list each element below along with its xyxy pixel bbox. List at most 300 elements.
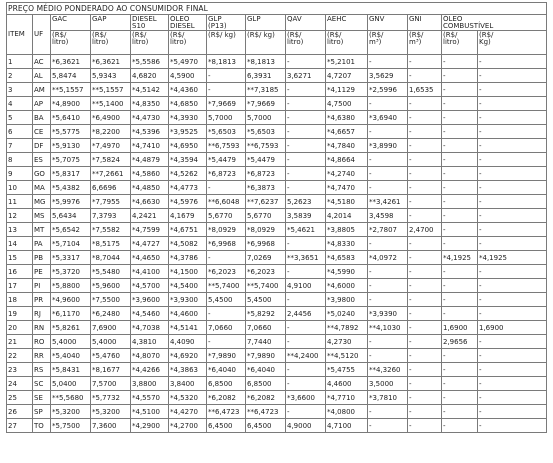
table-cell: - <box>368 237 408 251</box>
table-cell: **6,4723 <box>207 405 246 419</box>
table-cell: **4,7892 <box>326 321 368 335</box>
table-cell: 24 <box>7 377 33 391</box>
table-cell: - <box>478 293 547 307</box>
table-cell: - <box>442 139 478 153</box>
table-cell: 4,5900 <box>169 69 207 83</box>
table-cell: 5,6770 <box>246 209 286 223</box>
table-row <box>7 349 547 363</box>
table-cell: - <box>286 405 326 419</box>
table-cell: 4,7100 <box>326 419 368 433</box>
table-cell: *4,6583 <box>326 251 368 265</box>
table-cell: *5,4755 <box>326 363 368 377</box>
table-cell: *4,2900 <box>131 419 169 433</box>
table-cell: *3,6600 <box>286 391 326 405</box>
table-cell: *5,7104 <box>51 237 91 251</box>
table-cell: *7,5500 <box>91 293 131 307</box>
table-row <box>7 335 547 349</box>
table-cell: - <box>368 153 408 167</box>
table-cell: 4,4600 <box>326 377 368 391</box>
table-cell: PI <box>33 279 51 293</box>
table-cell: - <box>286 55 326 69</box>
table-row <box>7 293 547 307</box>
table-row <box>7 111 547 125</box>
table-cell: MT <box>33 223 51 237</box>
table-cell: *3,6940 <box>368 111 408 125</box>
table-cell: *4,5700 <box>131 279 169 293</box>
table-cell: 5 <box>7 111 33 125</box>
table-cell: - <box>286 181 326 195</box>
table-cell: - <box>286 153 326 167</box>
table-cell: 1,6535 <box>408 83 442 97</box>
table-cell: **5,1557 <box>51 83 91 97</box>
table-cell: *7,5582 <box>91 223 131 237</box>
table-cell: - <box>207 69 246 83</box>
table-cell: *8,1813 <box>207 55 246 69</box>
table-cell: *4,4270 <box>169 405 207 419</box>
table-cell: 6,8500 <box>207 377 246 391</box>
unit-gnv: (R$/ m³) <box>368 31 408 55</box>
table-row <box>7 195 547 209</box>
table-cell: *5,3200 <box>51 405 91 419</box>
table-cell: 7,3793 <box>91 209 131 223</box>
table-cell: RO <box>33 335 51 349</box>
table-cell: ES <box>33 153 51 167</box>
header-glp: GLP <box>246 15 286 31</box>
table-cell: 4,2014 <box>326 209 368 223</box>
unit-gni: (R$/ m³) <box>408 31 442 55</box>
header-gap: GAP <box>91 15 131 31</box>
table-cell: *4,1129 <box>326 83 368 97</box>
table-cell: 4,9100 <box>286 279 326 293</box>
table-cell: PE <box>33 265 51 279</box>
table-cell: *4,8330 <box>326 237 368 251</box>
table-cell: - <box>442 97 478 111</box>
table-cell: MA <box>33 181 51 195</box>
table-cell: **6,6048 <box>207 195 246 209</box>
table-cell: - <box>478 335 547 349</box>
table-cell: CE <box>33 125 51 139</box>
table-cell: - <box>442 125 478 139</box>
table-cell: *4,5990 <box>326 265 368 279</box>
table-cell: 5,6434 <box>51 209 91 223</box>
table-row <box>7 139 547 153</box>
table-cell: **6,4723 <box>246 405 286 419</box>
table-cell: *5,8800 <box>51 279 91 293</box>
table-row <box>7 69 547 83</box>
table-cell: - <box>207 83 246 97</box>
table-cell: 4,2421 <box>131 209 169 223</box>
table-cell: *5,8431 <box>51 363 91 377</box>
table-cell: *5,8261 <box>51 321 91 335</box>
table-cell: GO <box>33 167 51 181</box>
table-row <box>7 405 547 419</box>
table-cell: 4 <box>7 97 33 111</box>
header-glp-p13: GLP (P13) <box>207 15 246 31</box>
table-cell: - <box>368 335 408 349</box>
table-cell: *4,3594 <box>169 153 207 167</box>
table-row <box>7 265 547 279</box>
table-title: PREÇO MÉDIO PONDERADO AO CONSUMIDOR FINAL <box>7 3 547 15</box>
table-row <box>7 307 547 321</box>
table-cell: - <box>478 111 547 125</box>
table-cell: *8,7044 <box>91 251 131 265</box>
table-cell: *5,3317 <box>51 251 91 265</box>
table-cell: 5,4000 <box>91 335 131 349</box>
table-cell: - <box>442 237 478 251</box>
table-cell: *4,3930 <box>169 111 207 125</box>
table-cell: - <box>408 391 442 405</box>
table-cell: MS <box>33 209 51 223</box>
table-cell: *6,9968 <box>246 237 286 251</box>
table-cell: - <box>442 195 478 209</box>
table-cell: *5,6410 <box>51 111 91 125</box>
table-cell: *4,5100 <box>131 405 169 419</box>
table-cell: *5,6542 <box>51 223 91 237</box>
table-cell: *4,1500 <box>169 265 207 279</box>
table-cell: *5,5480 <box>91 265 131 279</box>
table-cell: AC <box>33 55 51 69</box>
table-cell: *7,9669 <box>207 97 246 111</box>
table-cell: 19 <box>7 307 33 321</box>
table-cell: - <box>478 363 547 377</box>
table-cell: 8 <box>7 153 33 167</box>
table-cell: 11 <box>7 195 33 209</box>
table-cell: *4,8900 <box>51 97 91 111</box>
table-cell: **3,3651 <box>286 251 326 265</box>
table-cell: - <box>207 335 246 349</box>
table-cell: - <box>286 167 326 181</box>
table-cell: **5,7400 <box>246 279 286 293</box>
header-gac: GAC <box>51 15 91 31</box>
table-cell: - <box>442 363 478 377</box>
table-cell: 12 <box>7 209 33 223</box>
table-cell: 4,4090 <box>169 335 207 349</box>
table-cell: *3,9800 <box>326 293 368 307</box>
table-cell: - <box>286 377 326 391</box>
table-cell: **5,1400 <box>91 97 131 111</box>
table-cell: 5,6770 <box>207 209 246 223</box>
table-row <box>7 153 547 167</box>
table-cell: - <box>478 419 547 433</box>
table-cell: - <box>478 167 547 181</box>
table-cell: *4,7470 <box>326 181 368 195</box>
table-cell: - <box>368 125 408 139</box>
table-cell: *4,7599 <box>131 223 169 237</box>
table-cell: PR <box>33 293 51 307</box>
table-row <box>7 377 547 391</box>
table-cell: *6,3621 <box>51 55 91 69</box>
table-cell: *3,7810 <box>368 391 408 405</box>
table-cell: - <box>286 363 326 377</box>
table-row <box>7 167 547 181</box>
table-cell: *4,6850 <box>169 97 207 111</box>
table-cell: - <box>368 265 408 279</box>
unit-gap: (R$/ litro) <box>91 31 131 55</box>
table-cell: **4,2400 <box>286 349 326 363</box>
table-cell: *4,5400 <box>169 279 207 293</box>
table-row <box>7 279 547 293</box>
header-aehc: AEHC <box>326 15 368 31</box>
table-row <box>7 251 547 265</box>
table-cell: - <box>286 293 326 307</box>
table-row <box>7 223 547 237</box>
table-cell: *5,4760 <box>91 349 131 363</box>
table-cell: **5,7400 <box>207 279 246 293</box>
table-cell: 7,5700 <box>91 377 131 391</box>
table-cell: *5,4040 <box>51 349 91 363</box>
unit-oleo-combustivel-litro: (R$/ litro) <box>442 31 478 55</box>
header-gnv: GNV <box>368 15 408 31</box>
table-cell: - <box>478 209 547 223</box>
table-cell: 7,7440 <box>246 335 286 349</box>
table-cell: *3,9300 <box>169 293 207 307</box>
table-cell: - <box>368 279 408 293</box>
table-cell: *5,4970 <box>169 55 207 69</box>
table-cell: *4,4650 <box>131 251 169 265</box>
table-cell: - <box>408 237 442 251</box>
table-cell: - <box>442 307 478 321</box>
table-cell: *5,4621 <box>286 223 326 237</box>
table-cell: - <box>442 223 478 237</box>
table-cell: 6,4500 <box>246 419 286 433</box>
table-cell: *5,2101 <box>326 55 368 69</box>
table-cell: 26 <box>7 405 33 419</box>
table-cell: 7,0660 <box>246 321 286 335</box>
table-cell: *4,5460 <box>131 307 169 321</box>
table-cell: *8,0929 <box>246 223 286 237</box>
table-cell: **4,3260 <box>368 363 408 377</box>
table-cell: 20 <box>7 321 33 335</box>
table-cell: 3,5000 <box>368 377 408 391</box>
table-cell: *4,3786 <box>169 251 207 265</box>
table-cell: *7,7955 <box>91 195 131 209</box>
table-cell: *4,5976 <box>169 195 207 209</box>
table-cell: *4,5141 <box>169 321 207 335</box>
table-cell: *6,2023 <box>207 265 246 279</box>
table-cell: 7,6900 <box>91 321 131 335</box>
table-cell: - <box>442 209 478 223</box>
table-cell: *4,6380 <box>326 111 368 125</box>
table-cell: 5,4500 <box>207 293 246 307</box>
table-cell: *5,4479 <box>246 153 286 167</box>
table-cell: *4,1925 <box>478 251 547 265</box>
table-cell: - <box>286 265 326 279</box>
table-cell: 10 <box>7 181 33 195</box>
table-cell: *4,0800 <box>326 405 368 419</box>
table-cell: *5,0240 <box>326 307 368 321</box>
table-cell: *4,4100 <box>131 265 169 279</box>
table-cell: - <box>478 307 547 321</box>
table-cell: SE <box>33 391 51 405</box>
table-row <box>7 125 547 139</box>
table-cell: *5,9976 <box>51 195 91 209</box>
table-cell: *4,5570 <box>131 391 169 405</box>
table-cell: PA <box>33 237 51 251</box>
table-cell: 2,9656 <box>442 335 478 349</box>
table-cell: *4,5320 <box>169 391 207 405</box>
table-cell: 21 <box>7 335 33 349</box>
table-cell: - <box>442 69 478 83</box>
table-cell: - <box>207 251 246 265</box>
table-cell: 4,7500 <box>326 97 368 111</box>
table-cell: 25 <box>7 391 33 405</box>
table-cell: *4,4879 <box>131 153 169 167</box>
table-cell: *5,4479 <box>207 153 246 167</box>
table-cell: 4,9000 <box>286 419 326 433</box>
table-cell: 5,2623 <box>286 195 326 209</box>
table-cell: - <box>442 391 478 405</box>
table-cell: - <box>408 335 442 349</box>
table-cell: AL <box>33 69 51 83</box>
header-qav: QAV <box>286 15 326 31</box>
table-cell: *4,6950 <box>169 139 207 153</box>
table-cell: 2,4456 <box>286 307 326 321</box>
table-cell: - <box>408 97 442 111</box>
table-cell: *4,7710 <box>326 391 368 405</box>
table-cell: 22 <box>7 349 33 363</box>
table-cell: *3,9390 <box>368 307 408 321</box>
table-cell: *5,3200 <box>91 405 131 419</box>
table-cell: - <box>478 97 547 111</box>
table-cell: - <box>286 97 326 111</box>
table-row <box>7 97 547 111</box>
table-cell: *8,2200 <box>91 125 131 139</box>
header-diesel-s10: DIESEL S10 <box>131 15 169 31</box>
table-cell: MG <box>33 195 51 209</box>
table-row <box>7 55 547 69</box>
table-cell: **3,4261 <box>368 195 408 209</box>
table-cell: *5,6503 <box>207 125 246 139</box>
table-cell: - <box>408 153 442 167</box>
table-cell: - <box>408 321 442 335</box>
table-cell: RN <box>33 321 51 335</box>
table-cell: **6,7593 <box>207 139 246 153</box>
table-row <box>7 181 547 195</box>
unit-oleo-combustivel-kg: (R$/ Kg) <box>478 31 547 55</box>
table-cell: - <box>408 167 442 181</box>
table-cell: AP <box>33 97 51 111</box>
table-cell: *4,6000 <box>326 279 368 293</box>
table-cell: *6,2082 <box>207 391 246 405</box>
table-cell: *2,7807 <box>368 223 408 237</box>
table-cell: *4,5860 <box>131 167 169 181</box>
table-cell: *3,8990 <box>368 139 408 153</box>
table-cell: - <box>368 97 408 111</box>
table-cell: *5,9130 <box>51 139 91 153</box>
table-cell: - <box>442 83 478 97</box>
table-cell: 6,4500 <box>207 419 246 433</box>
table-cell: - <box>478 125 547 139</box>
table-cell: - <box>478 265 547 279</box>
table-cell: *4,9600 <box>51 293 91 307</box>
table-cell: 6,3931 <box>246 69 286 83</box>
table-cell: TO <box>33 419 51 433</box>
table-cell: *5,5775 <box>51 125 91 139</box>
table-cell: - <box>442 293 478 307</box>
table-cell: - <box>408 419 442 433</box>
table-cell: **4,1030 <box>368 321 408 335</box>
table-cell: *4,7410 <box>131 139 169 153</box>
unit-oleo-diesel: (R$/ litro) <box>169 31 207 55</box>
table-cell: BA <box>33 111 51 125</box>
table-cell: *4,0972 <box>368 251 408 265</box>
table-cell: *8,5175 <box>91 237 131 251</box>
table-cell: *7,9890 <box>246 349 286 363</box>
table-row <box>7 419 547 433</box>
unit-diesel-s10: (R$/ litro) <box>131 31 169 55</box>
table-cell: *5,8292 <box>246 307 286 321</box>
table-cell: *4,8070 <box>131 349 169 363</box>
table-cell: 5,4000 <box>51 335 91 349</box>
table-cell: *3,9600 <box>131 293 169 307</box>
header-oleo-combustivel: ÓLEO COMBUSTÍVEL <box>442 15 547 31</box>
table-cell: *6,8723 <box>246 167 286 181</box>
table-cell: - <box>408 195 442 209</box>
table-cell: *6,2023 <box>246 265 286 279</box>
table-cell: *7,5824 <box>91 153 131 167</box>
table-cell: *3,8805 <box>326 223 368 237</box>
table-cell: - <box>408 307 442 321</box>
table-cell: SP <box>33 405 51 419</box>
table-cell: **4,5120 <box>326 349 368 363</box>
table-cell: - <box>408 251 442 265</box>
table-cell: *4,4850 <box>131 181 169 195</box>
table-cell: - <box>368 293 408 307</box>
table-cell: 3,8400 <box>169 377 207 391</box>
table-cell: - <box>408 293 442 307</box>
table-cell: - <box>442 377 478 391</box>
unit-gac: (R$/ litro) <box>51 31 91 55</box>
unit-glp-p13: (R$/ kg) <box>207 31 246 55</box>
table-cell: - <box>442 419 478 433</box>
table-cell: **7,3185 <box>246 83 286 97</box>
table-cell: 18 <box>7 293 33 307</box>
table-cell: - <box>286 139 326 153</box>
table-cell: *4,7038 <box>131 321 169 335</box>
table-cell: *6,1170 <box>51 307 91 321</box>
table-cell: - <box>368 181 408 195</box>
table-cell: 3 <box>7 83 33 97</box>
table-cell: - <box>442 349 478 363</box>
table-cell: *5,4382 <box>51 181 91 195</box>
table-cell: *4,5180 <box>326 195 368 209</box>
table-cell: *5,3720 <box>51 265 91 279</box>
table-cell: *4,8350 <box>131 97 169 111</box>
table-cell: *4,5142 <box>131 83 169 97</box>
unit-aehc: (R$/ litro) <box>326 31 368 55</box>
table-cell: *5,7075 <box>51 153 91 167</box>
table-cell: *4,4773 <box>169 181 207 195</box>
table-cell: - <box>478 153 547 167</box>
table-cell: *4,5396 <box>131 125 169 139</box>
table-cell: RS <box>33 363 51 377</box>
table-cell: **5,5680 <box>51 391 91 405</box>
table-cell: 16 <box>7 265 33 279</box>
table-cell: - <box>408 181 442 195</box>
table-cell: *5,7732 <box>91 391 131 405</box>
table-cell: 3,5629 <box>368 69 408 83</box>
table-cell: 4,1679 <box>169 209 207 223</box>
table-cell: - <box>478 55 547 69</box>
table-cell: 6,6696 <box>91 181 131 195</box>
table-cell: 5,0400 <box>51 377 91 391</box>
table-cell: - <box>286 125 326 139</box>
table-cell: 4,2730 <box>326 335 368 349</box>
table-cell: *4,6751 <box>169 223 207 237</box>
table-cell: *6,4900 <box>91 111 131 125</box>
table-cell: *4,4727 <box>131 237 169 251</box>
unit-glp: (R$/ kg) <box>246 31 286 55</box>
